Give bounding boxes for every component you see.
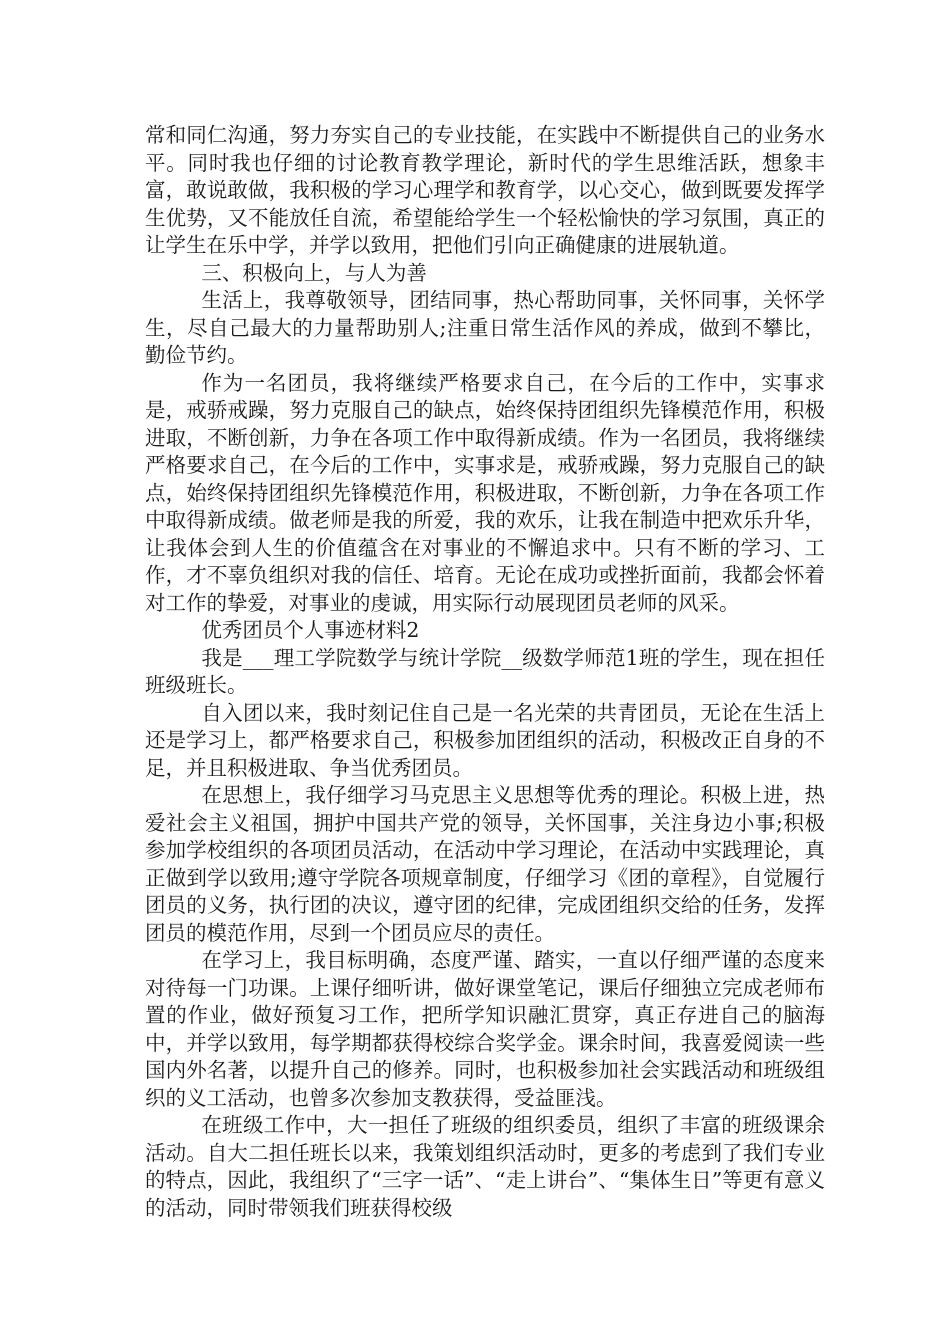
paragraph-4: 我是___理工学院数学与统计学院__级数学师范1班的学生，现在担任班级班长。 xyxy=(145,645,825,697)
paragraph-3: 作为一名团员，我将继续严格要求自己，在今后的工作中，实事求是，戒骄戒躁，努力克服自己的缺点，始终保持团组织先锋模范作用，积极进取，不断创新，力争在各项工作中取得新成绩。作为一名团员，我将继续严格要求自己，在今后的工作中，实事求是，戒骄戒躁，努力克服自己的缺点，始终保持团组织先锋模范作用，积极进取，不断创新，力争在各项工作中取得新成绩。做老师是我的所爱，我的欢乐，让我在制造中把欢乐升华，让我体会到人生的价值蕴含在对事业的不懈追求中。只有不断的学习、工作，才不辜负组织对我的信任、培育。无论在成功或挫折面前，我都会怀着对工作的挚爱，对事业的虔诚，用实际行动展现团员老师的风采。 xyxy=(145,370,825,615)
paragraph-6: 在思想上，我仔细学习马克思主义思想等优秀的理论。积极上进，热爱社会主义祖国，拥护中国共产党的领导，关怀国事，关注身边小事;积极参加学校组织的各项团员活动，在活动中学习理论，在活动中实践理论，真正做到学以致用;遵守学院各项规章制度，仔细学习《团的章程》，自觉履行团员的义务，执行团的决议，遵守团的纪律，完成团组织交给的任务，发挥团员的模范作用，尽到一个团员应尽的责任。 xyxy=(145,783,825,945)
paragraph-7: 在学习上，我目标明确，态度严谨、踏实，一直以仔细严谨的态度来对待每一门功课。上课仔细听讲，做好课堂笔记，课后仔细独立完成老师布置的作业，做好预复习工作，把所学知识融汇贯穿，真正存进自己的脑海中，并学以致用，每学期都获得校综合奖学金。课余时间，我喜爱阅读一些国内外名著，以提升自己的修养。同时，也积极参加社会实践活动和班级组织的义工活动，也曾多次参加支教获得，受益匪浅。 xyxy=(145,948,825,1110)
paragraph-2: 生活上，我尊敬领导，团结同事，热心帮助同事，关怀同事，关怀学生，尽自己最大的力量帮助别人;注重日常生活作风的养成，做到不攀比，勤俭节约。 xyxy=(145,288,825,367)
section-heading: 三、积极向上，与人为善 xyxy=(201,260,427,285)
document-subtitle: 优秀团员个人事迹材料2 xyxy=(201,618,420,642)
paragraph-5: 自入团以来，我时刻记住自己是一名光荣的共青团员，无论在生活上还是学习上，都严格要求自己，积极参加团组织的活动，积极改正自身的不足，并且积极进取、争当优秀团员。 xyxy=(145,700,825,780)
paragraph-8: 在班级工作中，大一担任了班级的组织委员，组织了丰富的班级课余活动。自大二担任班长以来，我策划组织活动时，更多的考虑到了我们专业的特点，因此，我组织了“三字一话”、“走上讲台”、“集体生日”等更有意义的活动，同时带领我们班获得校级 xyxy=(145,1113,825,1220)
paragraph-1: 常和同仁沟通，努力夯实自己的专业技能，在实践中不断提供自己的业务水平。同时我也仔细的讨论教育教学理论，新时代的学生思维活跃，想象丰富，敢说敢做，我积极的学习心理学和教育学，以心交心，做到既要发挥学生优势，又不能放任自流，希望能给学生一个轻松愉快的学习氛围，真正的让学生在乐中学，并学以致用，把他们引向正确健康的进展轨道。 xyxy=(145,123,825,257)
document-body xyxy=(145,122,825,1222)
